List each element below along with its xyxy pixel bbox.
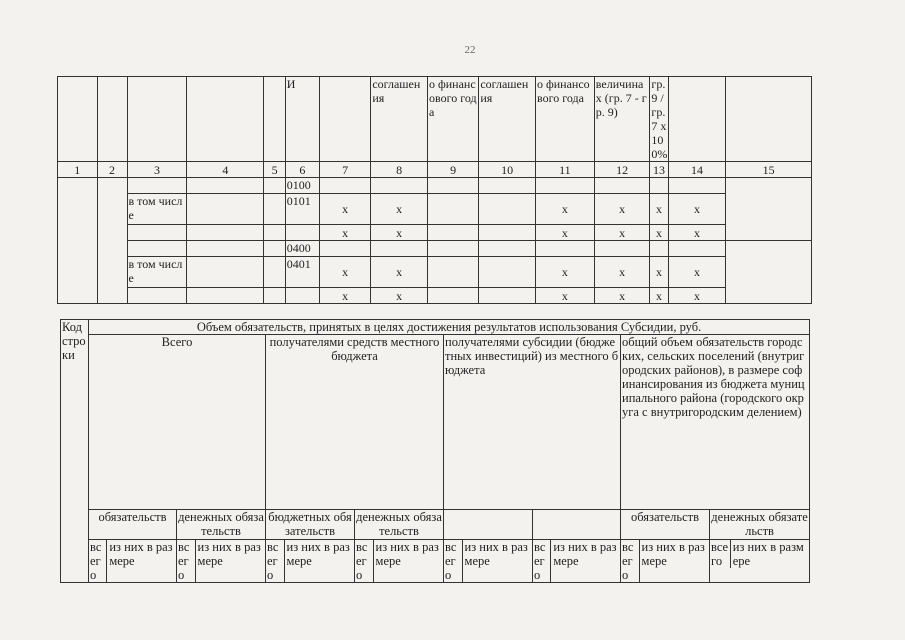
t2-leaf-cell <box>444 540 533 583</box>
table1-cell-c7: x <box>319 225 370 241</box>
table1-cell-c5 <box>264 194 285 225</box>
table1-cell-c6: 0401 <box>285 257 319 288</box>
t2-leaf-total: всего <box>622 540 640 582</box>
table1-cell-c13: x <box>650 288 668 304</box>
t1-h9: о финансового года <box>427 77 478 162</box>
table1-cell-c8: x <box>371 257 428 288</box>
table1-cell-c6 <box>285 288 319 304</box>
table1-row <box>58 178 812 194</box>
table1-cell-c7 <box>319 178 370 194</box>
table1-cell-c6: 0101 <box>285 194 319 225</box>
table1-cell-c4 <box>187 257 264 288</box>
t2-sub-total-a: обязательств <box>89 510 177 540</box>
t1-h8: соглашения <box>371 77 428 162</box>
column-number-6: 6 <box>285 162 319 178</box>
t2-group-general: общий объем обязательств городских, сельских поселений (внутригородских районов), в размере софинансирования из бюджета муниципального района (городского округа с внутригородским делением) <box>621 335 810 510</box>
t2-leaf-of-which: из них в размере <box>375 540 439 568</box>
column-number-3: 3 <box>127 162 187 178</box>
table1-cell-c8 <box>371 241 428 257</box>
table1-cell-c8: x <box>371 225 428 241</box>
table1-cell-c14 <box>668 178 726 194</box>
table1-cell-c6: 0100 <box>285 178 319 194</box>
t2-group-total: Всего <box>89 335 266 510</box>
table1-cell-c4 <box>187 194 264 225</box>
table1-cell-c9 <box>427 225 478 241</box>
table1-cell-c7: x <box>319 257 370 288</box>
t1-h3 <box>127 77 187 162</box>
table1-cell-c4 <box>187 225 264 241</box>
page-number: 22 <box>464 44 476 56</box>
t2-row-sub <box>61 510 810 540</box>
t1-h10: соглашения <box>479 77 536 162</box>
table1-cell-c12 <box>594 178 650 194</box>
t2-leaf-of-which: из них в размере <box>641 540 705 568</box>
table1-cell-c13: x <box>650 194 668 225</box>
table1-cell-c3: в том числе <box>127 194 187 225</box>
table1-cell-c4 <box>187 241 264 257</box>
column-number-7: 7 <box>319 162 370 178</box>
table1-cell-c14: x <box>668 257 726 288</box>
table1-cell-c12 <box>594 241 650 257</box>
table1-cell-c12: x <box>594 257 650 288</box>
t1-h5 <box>264 77 285 162</box>
t2-leaf-total: всего <box>90 540 107 582</box>
table1-cell-c11 <box>535 241 594 257</box>
t2-leaf-cell <box>177 540 266 583</box>
table1-colnum-row <box>58 162 812 178</box>
t1-h12: величинах (гр. 7 - гр. 9) <box>594 77 650 162</box>
table1-cell-c11: x <box>535 194 594 225</box>
t2-leaf-of-which: из них в размере <box>286 540 350 568</box>
table1-row <box>58 257 812 288</box>
column-number-13: 13 <box>650 162 668 178</box>
table1-row <box>58 194 812 225</box>
t2-leaf-total: всего <box>178 540 196 582</box>
t2-sub-total-b: денежных обязательств <box>178 510 264 538</box>
t1-h6: И <box>285 77 319 162</box>
table1-cell-c5 <box>264 241 285 257</box>
t2-leaf-cell <box>710 540 810 583</box>
t1-h7 <box>319 77 370 162</box>
table1-cell-c10 <box>479 241 536 257</box>
table1-header-row <box>58 77 812 162</box>
table1-cell-c13 <box>650 241 668 257</box>
column-number-14: 14 <box>668 162 726 178</box>
t2-leaf-cell <box>621 540 710 583</box>
table1-cell-c5 <box>264 225 285 241</box>
t2-leaf-cell <box>355 540 444 583</box>
table1-cell-c11: x <box>535 257 594 288</box>
table1-cell-c14: x <box>668 288 726 304</box>
t2-sub-subsidy-b <box>533 510 621 540</box>
column-number-1: 1 <box>58 162 98 178</box>
table1-cell-c7: x <box>319 288 370 304</box>
t1-h11: о финансового года <box>535 77 594 162</box>
t2-sub-subsidy-a <box>444 510 533 540</box>
t2-leaf-cell <box>533 540 621 583</box>
table1-cell-c3 <box>127 241 187 257</box>
report-table-upper <box>57 76 812 304</box>
column-number-10: 10 <box>479 162 536 178</box>
table1-cell-c11: x <box>535 225 594 241</box>
t1-h2 <box>97 77 127 162</box>
column-number-11: 11 <box>535 162 594 178</box>
t2-leaf-of-which: из них в размере <box>464 540 528 568</box>
t2-row-groups <box>61 335 810 510</box>
table1-cell-c10 <box>479 225 536 241</box>
table1-cell-c9 <box>427 241 478 257</box>
t1-h4 <box>187 77 264 162</box>
t2-row-leaf <box>61 540 810 583</box>
t2-row-main <box>61 320 810 335</box>
t2-leaf-total: всего <box>534 540 551 582</box>
table1-cell-c12: x <box>594 288 650 304</box>
table1-cell-c10 <box>479 178 536 194</box>
t2-leaf-of-which: из них в размере <box>197 540 261 568</box>
table1-cell-c13: x <box>650 225 668 241</box>
report-table-lower <box>60 319 810 583</box>
table1-cell-c4 <box>187 178 264 194</box>
table1-cell-c3: в том числе <box>127 257 187 288</box>
t2-leaf-total: всего <box>445 540 463 582</box>
table1-cell-c12: x <box>594 194 650 225</box>
t2-leaf-of-which: из них в размере <box>553 540 617 568</box>
table1-cell-c3 <box>127 288 187 304</box>
t2-leaf-cell <box>266 540 355 583</box>
table1-cell-c6 <box>285 225 319 241</box>
table1-cell-c5 <box>264 257 285 288</box>
table1-cell-c9 <box>427 178 478 194</box>
table1-row <box>58 241 812 257</box>
table1-cell-c4 <box>187 288 264 304</box>
table1-cell-c10 <box>479 194 536 225</box>
t2-leaf-cell <box>89 540 177 583</box>
table1-cell-c12: x <box>594 225 650 241</box>
column-number-12: 12 <box>594 162 650 178</box>
table1-cell-c6: 0400 <box>285 241 319 257</box>
t2-main-header: Объем обязательств, принятых в целях достижения результатов использования Субсидии, руб. <box>89 320 810 335</box>
table1-cell-c14: x <box>668 225 726 241</box>
table1-cell-c5 <box>264 288 285 304</box>
t1-h13: гр. 9 / гр. 7 х 100% <box>651 77 668 161</box>
table1-cell-c11 <box>535 178 594 194</box>
table1-cell-c9 <box>427 288 478 304</box>
column-number-2: 2 <box>97 162 127 178</box>
table1-cell-c15 <box>726 241 812 304</box>
table1-cell-c15 <box>726 178 812 241</box>
table1-cell-c3 <box>127 225 187 241</box>
table1-row <box>58 225 812 241</box>
table1-cell-c9 <box>427 194 478 225</box>
t2-sub-general-a: обязательств <box>621 510 710 540</box>
t2-sub-general-b: денежных обязательств <box>711 510 808 538</box>
t2-leaf-total: всего <box>267 540 285 582</box>
t2-leaf-total: всего <box>356 540 374 582</box>
t1-h14 <box>668 77 726 162</box>
table1-cell-c1 <box>58 178 98 304</box>
table1-cell-c13: x <box>650 257 668 288</box>
t2-leaf-total: всего <box>711 540 731 568</box>
table1-row <box>58 288 812 304</box>
table1-cell-c14 <box>668 241 726 257</box>
t2-group-subsidy: получателями субсидии (бюджетных инвестиций) из местного бюджета <box>444 335 621 510</box>
t2-code-header: Код строки <box>61 320 89 583</box>
table1-cell-c10 <box>479 288 536 304</box>
table1-cell-c3 <box>127 178 187 194</box>
table1-cell-c11: x <box>535 288 594 304</box>
t2-leaf-of-which: из них в размере <box>109 540 173 568</box>
table1-cell-c5 <box>264 178 285 194</box>
table1-cell-c9 <box>427 257 478 288</box>
table1-cell-c7: x <box>319 194 370 225</box>
column-number-15: 15 <box>726 162 812 178</box>
table1-cell-c8: x <box>371 194 428 225</box>
table1-cell-c13 <box>650 178 668 194</box>
t1-h15 <box>726 77 812 162</box>
table1-cell-c10 <box>479 257 536 288</box>
table1-cell-c8 <box>371 178 428 194</box>
table1-cell-c8: x <box>371 288 428 304</box>
column-number-8: 8 <box>371 162 428 178</box>
table1-cell-c14: x <box>668 194 726 225</box>
column-number-4: 4 <box>187 162 264 178</box>
t2-leaf-of-which: из них в размере <box>732 540 804 568</box>
column-number-9: 9 <box>427 162 478 178</box>
column-number-5: 5 <box>264 162 285 178</box>
t1-h1 <box>58 77 98 162</box>
t2-group-local: получателями средств местного бюджета <box>266 335 444 510</box>
t2-sub-local-b: денежных обязательств <box>356 510 442 538</box>
table1-cell-c7 <box>319 241 370 257</box>
table1-cell-c2 <box>97 178 127 304</box>
t2-sub-local-a: бюджетных обязательств <box>266 510 355 540</box>
